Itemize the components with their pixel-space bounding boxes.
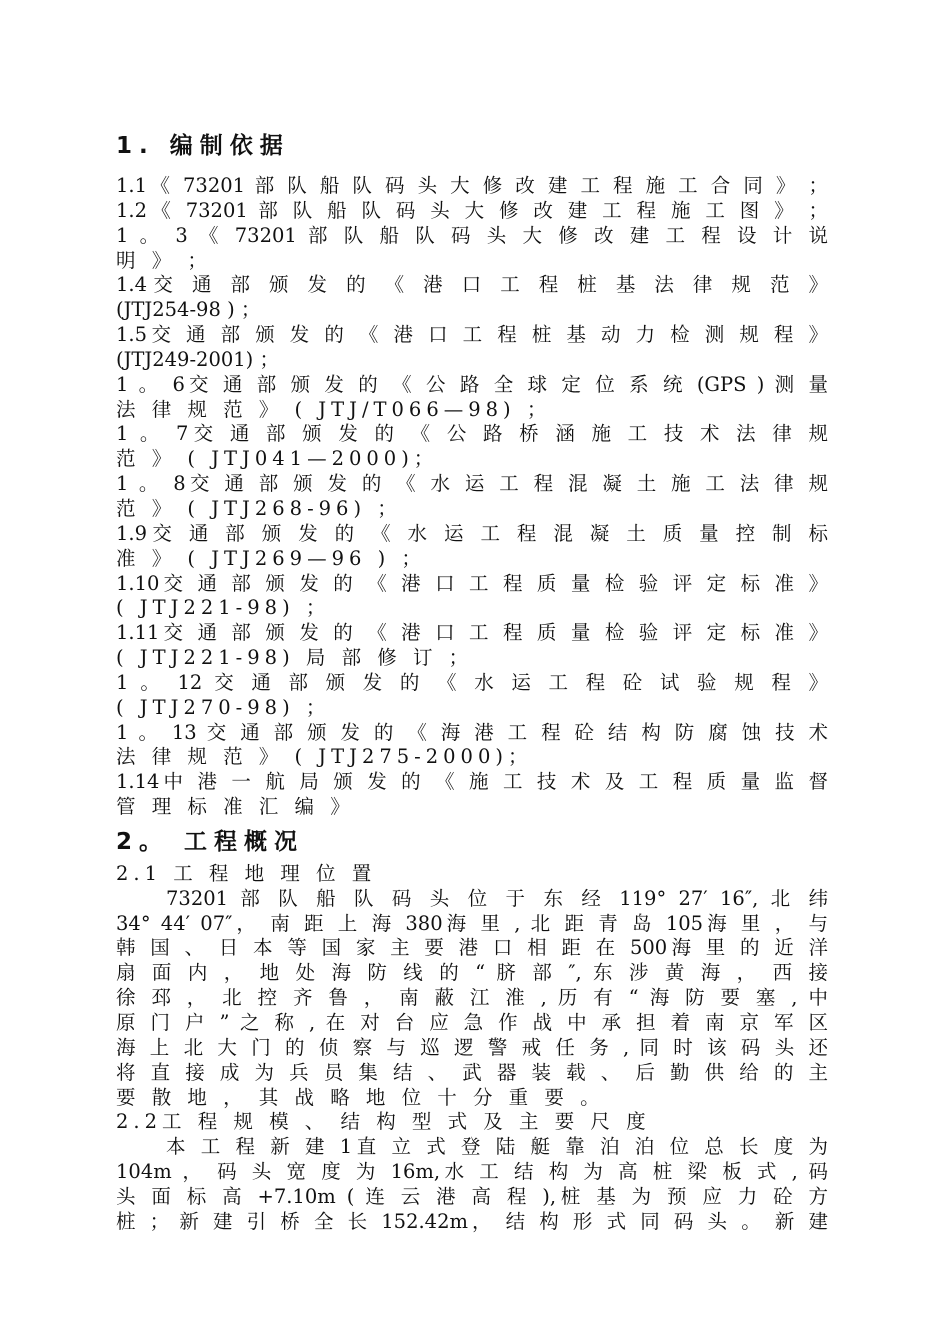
text-line: 73201 部 队 船 队 码 头 位 于 东 经 119° 27′ 16″, 北 纬 [166,886,828,910]
text-line: ( JTJ270-98) ； [116,695,331,719]
text-line: 范 》 ( JTJ268-96) ； [116,496,402,520]
document-page [116,128,828,1235]
text-line: 将 直 接 成 为 兵 员 集 结 、 武 器 装 载 、 后 勤 供 给 的 主 [116,1060,828,1084]
text-line: 法 律 规 范 》 ( JTJ275-2000)； [116,745,533,769]
text-line: 韩 国 、 日 本 等 国 家 主 要 港 口 相 距 在 500海 里 的 近 洋 [116,936,828,960]
text-line: 1.9交 通 部 颁 发 的 《 水 运 工 程 混 凝 土 质 量 控 制 标 [116,521,828,545]
text-line: 本 工 程 新 建 1直 立 式 登 陆 艇 靠 泊 泊 位 总 长 度 为 [166,1135,828,1159]
section-2-heading: 2。 工程概况 [116,828,305,855]
text-line: 明 》 ； [116,248,212,272]
text-line: ( JTJ221-98) 局 部 修 订 ； [116,646,474,670]
text-line: 扇 面 内 ， 地 处 海 防 线 的 “ 脐 部 ″, 东 涉 黄 海 ， 西 接 [116,961,828,985]
text-line: (JTJ249-2001) ； [116,347,279,371]
text-line: 1.11交 通 部 颁 发 的 《 港 口 工 程 质 量 检 验 评 定 标 准 》 [116,621,828,645]
subsection-heading: 2.2工 程 规 模 、 结 构 型 式 及 主 要 尺 度 [116,1110,651,1134]
text-line: 1 。 12 交 通 部 颁 发 的 《 水 运 工 程 砼 试 验 规 程 》 [116,670,828,694]
text-line: 1 。 3 《 73201 部 队 船 队 码 头 大 修 改 建 工 程 设 计 说 [116,223,828,247]
text-line: ( JTJ221-98) ； [116,596,331,620]
text-line: 1.14中 港 一 航 局 颁 发 的 《 施 工 技 术 及 工 程 质 量 监 督 [116,770,828,794]
text-line: 桩 ； 新 建 引 桥 全 长 152.42m， 结 构 形 式 同 码 头 。 新 建 [116,1209,828,1233]
text-line: 1.1《 73201 部 队 船 队 码 头 大 修 改 建 工 程 施 工 合 同 》 ； [116,174,828,197]
text-line: 头 面 标 高 +7.10m ( 连 云 港 高 程 ),桩 基 为 预 应 力 砼 方 [116,1184,829,1208]
text-line: 1 。 8交 通 部 颁 发 的 《 水 运 工 程 混 凝 土 施 工 法 律 规 [116,472,828,496]
text-line: 要 散 地 ， 其 战 略 地 位 十 分 重 要 。 [116,1085,605,1109]
text-line: 1.10交 通 部 颁 发 的 《 港 口 工 程 质 量 检 验 评 定 标 准 》 [116,571,828,595]
text-line: 徐 邳 ， 北 控 齐 鲁 ， 南 蔽 江 淮 , 历 有 “ 海 防 要 塞 , 中 [116,986,828,1010]
section-2-body [116,862,828,1235]
text-line: 1 。 7交 通 部 颁 发 的 《 公 路 桥 涵 施 工 技 术 法 律 规 [116,422,828,446]
section-1-heading: 1. 编制依据 [116,133,290,159]
text-line: 1.2《 73201 部 队 船 队 码 头 大 修 改 建 工 程 施 工 图 》 ； [116,198,828,222]
text-line: 法 律 规 范 》 ( JTJ/T066—98) ； [116,397,552,421]
text-line: (JTJ254-98 ) ； [116,298,261,322]
text-line: 准 》 ( JTJ269—96 ) ； [116,546,426,570]
text-line: 1.4交 通 部 颁 发 的 《 港 口 工 程 桩 基 法 律 规 范 》 [116,273,828,297]
text-line: 范 》 ( JTJ041—2000)； [116,447,439,471]
subsection-heading: 2.1 工 程 地 理 位 置 [116,861,377,885]
text-line: 1 。 6交 通 部 颁 发 的 《 公 路 全 球 定 位 系 统 (GPS ) 测 量 [116,372,828,396]
text-line: 原 门 户 ” 之 称 , 在 对 台 应 急 作 战 中 承 担 着 南 京 军 区 [116,1011,828,1034]
text-line: 1 。 13 交 通 部 颁 发 的 《 海 港 工 程 砼 结 构 防 腐 蚀 技 术 [116,720,828,744]
text-line: 104m ， 码 头 宽 度 为 16m,水 工 结 构 为 高 桩 梁 板 式 , 码 [116,1160,828,1184]
text-line: 1.5交 通 部 颁 发 的 《 港 口 工 程 桩 基 动 力 检 测 规 程 》 [116,323,828,347]
text-line: 海 上 北 大 门 的 侦 察 与 巡 逻 警 戒 任 务 , 同 时 该 码 头 还 [116,1035,828,1059]
text-line: 管 理 标 准 汇 编 》 [116,795,355,819]
text-line: 34° 44′ 07″， 南 距 上 海 380海 里 , 北 距 青 岛 105海 里 ， 与 [116,911,828,935]
section-1-body [116,174,828,820]
